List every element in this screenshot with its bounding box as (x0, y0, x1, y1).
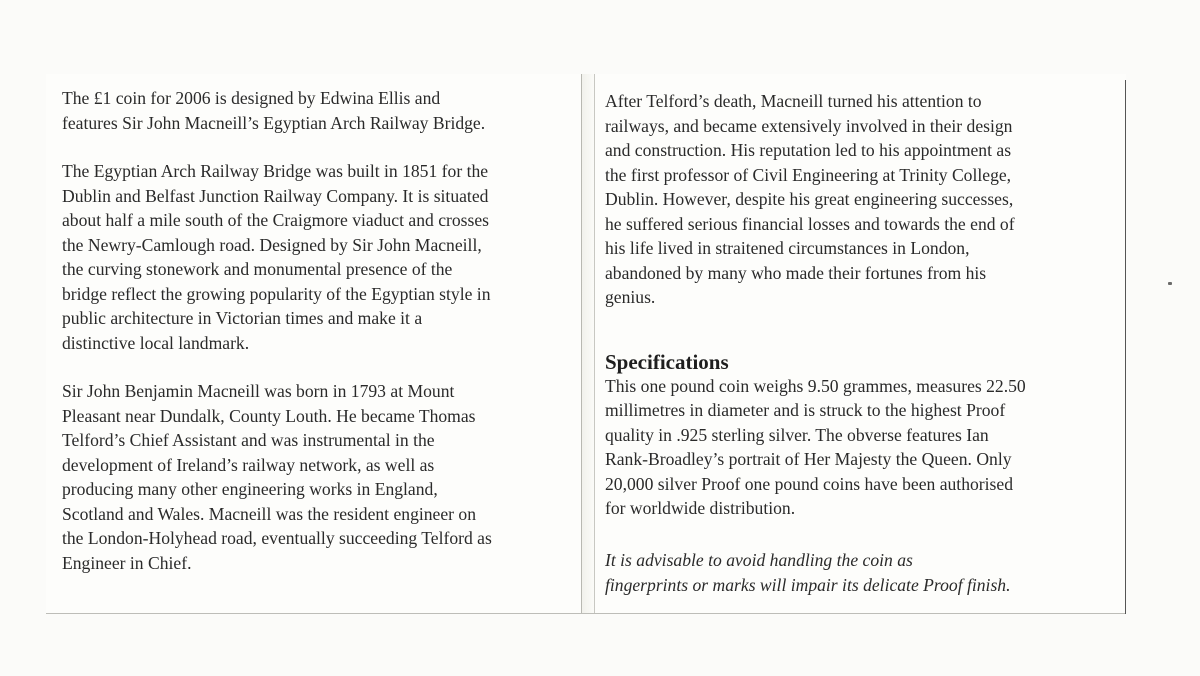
text-line: producing many other engineering works in England, (62, 479, 438, 499)
text-line: genius. (605, 287, 656, 307)
text-line: the first professor of Civil Engineering at Trinity College, (605, 164, 1012, 185)
text-line: the Newry-Camlough road. Designed by Sir John Macneill, (62, 234, 482, 255)
fold-shadow (582, 74, 594, 614)
intro-paragraph (62, 86, 582, 135)
text-line: 20,000 silver Proof one pound coins have been authorised (605, 473, 1013, 494)
right-edge (1125, 80, 1126, 614)
text-line: about half a mile south of the Craigmore viaduct and crosses (62, 210, 490, 230)
text-line: and construction. His reputation led to his appointment as (605, 140, 1012, 160)
text-line: Telford’s Chief Assistant and was instrumental in the (62, 430, 435, 450)
text-line: the curving stonework and monumental presence of the (62, 259, 453, 279)
bridge-paragraph (62, 159, 582, 355)
text-line: abandoned by many who made their fortunes from his (605, 262, 987, 283)
text-line: The £1 coin for 2006 is designed by Edwina Ellis and (62, 88, 441, 108)
text-line: It is advisable to avoid handling the coin as (605, 549, 913, 570)
specifications-heading: Specifications (605, 349, 729, 374)
text-line: Sir John Benjamin Macneill was born in 1793 at Mount (62, 381, 455, 401)
text-line: This one pound coin weighs 9.50 grammes, measures 22.50 (605, 375, 1026, 396)
text-line: Rank-Broadley’s portrait of Her Majesty the Queen. Only (605, 449, 1012, 469)
text-line: public architecture in Victorian times and make it a (62, 308, 423, 328)
text-line: After Telford’s death, Macneill turned his attention to (605, 91, 982, 111)
text-line: he suffered serious financial losses and towards the end of (605, 213, 1015, 234)
paper-speck (1168, 282, 1172, 285)
text-line: Pleasant near Dundalk, County Louth. He became Thomas (62, 405, 476, 426)
macneill-paragraph (62, 379, 582, 575)
bottom-edge (46, 613, 1126, 614)
text-line: Dublin. However, despite his great engineering successes, (605, 189, 1014, 209)
telford-paragraph (605, 89, 1120, 310)
specifications-paragraph (605, 374, 1120, 521)
text-line: railways, and became extensively involved in their design (605, 115, 1013, 136)
text-line: bridge reflect the growing popularity of the Egyptian style in (62, 283, 491, 304)
handling-note (605, 548, 1120, 598)
text-line: for worldwide distribution. (605, 498, 796, 518)
text-line: Scotland and Wales. Macneill was the resident engineer on (62, 503, 477, 524)
text-line: fingerprints or marks will impair its delicate Proof finish. (605, 574, 1011, 595)
text-line: his life lived in straitened circumstances in London, (605, 238, 970, 258)
text-line: quality in .925 sterling silver. The obverse features Ian (605, 424, 989, 445)
text-line: distinctive local landmark. (62, 332, 250, 353)
text-line: millimetres in diameter and is struck to the highest Proof (605, 400, 1006, 420)
text-line: Dublin and Belfast Junction Railway Company. It is situated (62, 185, 489, 206)
text-line: The Egyptian Arch Railway Bridge was built in 1851 for the (62, 161, 489, 181)
text-line: features Sir John Macneill’s Egyptian Arch Railway Bridge. (62, 112, 486, 133)
text-line: development of Ireland’s railway network, as well as (62, 454, 435, 475)
left-column (62, 86, 582, 575)
right-column (605, 89, 1120, 598)
fold-line-right (594, 74, 595, 614)
text-line: Engineer in Chief. (62, 552, 192, 573)
text-line: the London-Holyhead road, eventually succeeding Telford as (62, 528, 492, 548)
